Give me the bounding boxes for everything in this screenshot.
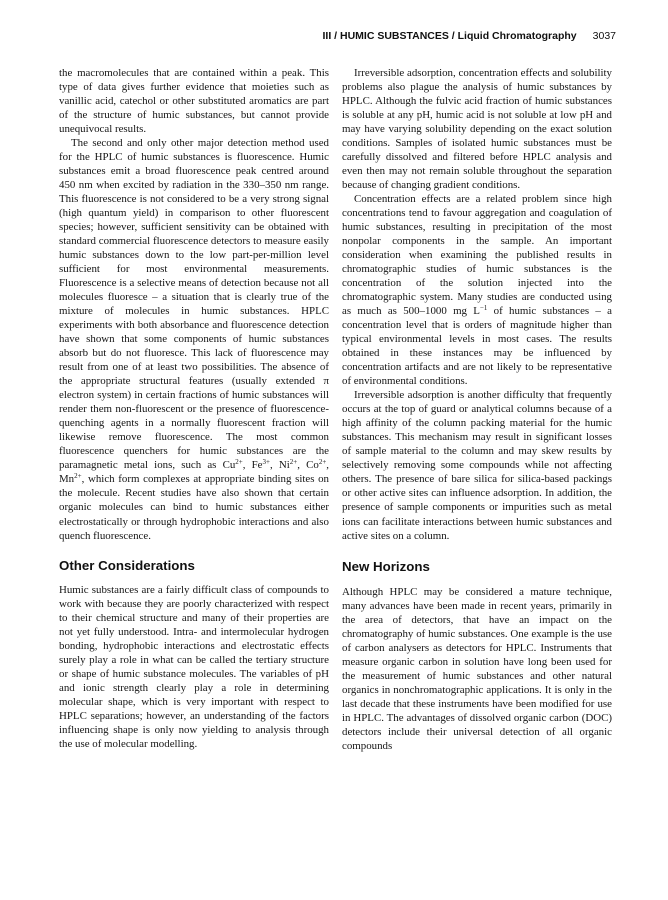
ion-text: , Fe (242, 459, 263, 472)
paragraph (342, 192, 612, 388)
paragraph-text: The second and only other major detection method used for the HPLC of humic substances is fluorescence. Humic substances emit a broad fluorescence peak centred around 450 nm when excited by radiation in the 330–350 nm range. This fluorescence is not considered to be a very strong signal (high quantum yield) in comparison to other fluorescent species; however, sufficient sensitivity can be obtained with standard commercial fluorescence detectors to measure easily humic substances down to the low part-per-million level sufficient for most environmental measurements. Fluorescence is a selective means of detection because not all molecules fluoresce – a situation that is clearly true of the mixture of molecules in humic substances. HPLC experiments with both absorbance and fluorescence detection have shown that some components of humic substances absorb but do not fluoresce. This lack of fluorescence may result from one of at least two possibilities. The absence of the appropriate structural features (usually extended π electron system) in certain fractions of humic substances will render them non-fluorescent or the presence of fluorescence-quenching agents in a normally fluorescent fraction will likewise remove fluorescence. The most common fluorescence quenchers for humic substances are the paramagnetic metal ions, such as Cu (59, 137, 329, 472)
unit-exponent: −1 (479, 304, 488, 313)
ion-text: , Mn (59, 459, 329, 486)
paragraph: Although HPLC may be considered a mature technique, many advances have been made in recent years, primarily in the area of detectors, that have an impact on the chromatography of humic substances. One example is the use of carbon analysers as detectors for HPLC. Instruments that measure organic carbon in solution have long been used for the measurement of humic substances and other natural organics in nonchromatographic applications. It is only in the last decade that these instruments have been modified for use in HPLC. The advantages of dissolved organic carbon (DOC) detectors include their universal detection of all organic compounds (342, 585, 612, 752)
paragraph: the macromolecules that are contained within a peak. This type of data gives further evidence that moieties such as vanillic acid, catechol or other substituted aromatics are part of the structure of humic substances, but cannot provide unequivocal results. (59, 67, 329, 136)
paragraph: Humic substances are a fairly difficult class of compounds to work with because they are poorly characterized with respect to their chemical structure and many of their properties are not yet fully understood. Intra- and intermolecular hydrogen bonding, hydrophobic interactions and electrostatic effects surely play a role in what can be called the tertiary structure or shape of humic substance molecules. The variables of pH and ionic strength clearly play a role in determining molecular shape, which is very important with respect to HPLC separations; however, an understanding of the factors influencing shape is only now yielding to analysis through the use of molecular modelling. (59, 583, 329, 750)
ion-charge: 2+ (289, 458, 298, 467)
section-heading-new-horizons: New Horizons (342, 558, 430, 574)
ion-charge: 3+ (262, 458, 270, 467)
paragraph-text: , which form complexes at appropriate binding sites on the molecule. Recent studies have also shown that certain organic molecules can bind to humic substances either electrostatically or through hydrophobic interactions and also quench fluorescence. (59, 473, 329, 542)
paragraph: Irreversible adsorption is another difficulty that frequently occurs at the top of guard or analytical columns because of a high affinity of the column packing material for the humic substances. This mechanism may result in significant losses of sample material to the column and may skew results by selectively removing some compounds while not affecting others. The presence of bare silica for silica-based packings or other active sites can influence adsorption. In addition, the presence of sample components or impurities such as metal ions can facilitate interactions between humic substances and active sites on a column. (342, 389, 612, 542)
ion-text: , Ni (269, 459, 290, 472)
left-column (59, 66, 329, 751)
paragraph-text: of humic substances – a concentration level that is orders of magnitude higher than typical environmental levels in most cases. The results obtained in these instances may be influenced by concentration artifacts and are not likely to be representative of environmental conditions. (342, 305, 612, 388)
running-title: III / HUMIC SUBSTANCES / Liquid Chromatography (322, 30, 577, 42)
ion-charge: 2+ (318, 458, 327, 467)
page-number: 3037 (592, 30, 616, 42)
section-heading-other-considerations: Other Considerations (59, 557, 195, 573)
right-column (342, 66, 612, 753)
ion-text: , Co (297, 459, 319, 472)
ion-charge: 2+ (235, 458, 243, 467)
paragraph (59, 136, 329, 542)
paragraph: Irreversible adsorption, concentration effects and solubility problems also plague the analysis of humic substances by HPLC. Although the fulvic acid fraction of humic substances is soluble at any pH, humic acid is not soluble at low pH and may have varying solubility depending on the exact solution conditions. Samples of isolated humic substances must be carefully dissolved and filtered before HPLC analysis and even then may not remain soluble throughout the separation because of changing gradient conditions. (342, 67, 612, 192)
running-header (300, 30, 616, 42)
paragraph-text: Concentration effects are a related problem since high concentrations tend to favour aggregation and coagulation of humic substances, resulting in precipitation of the most nonpolar components in the sample. An important consideration when examining the published results in chromatographic studies of humic substances is the concentration of the solution injected into the chromatographic system. Many studies are conducted using as much as 500–1000 mg L (342, 193, 612, 318)
ion-charge: 2+ (74, 472, 82, 481)
